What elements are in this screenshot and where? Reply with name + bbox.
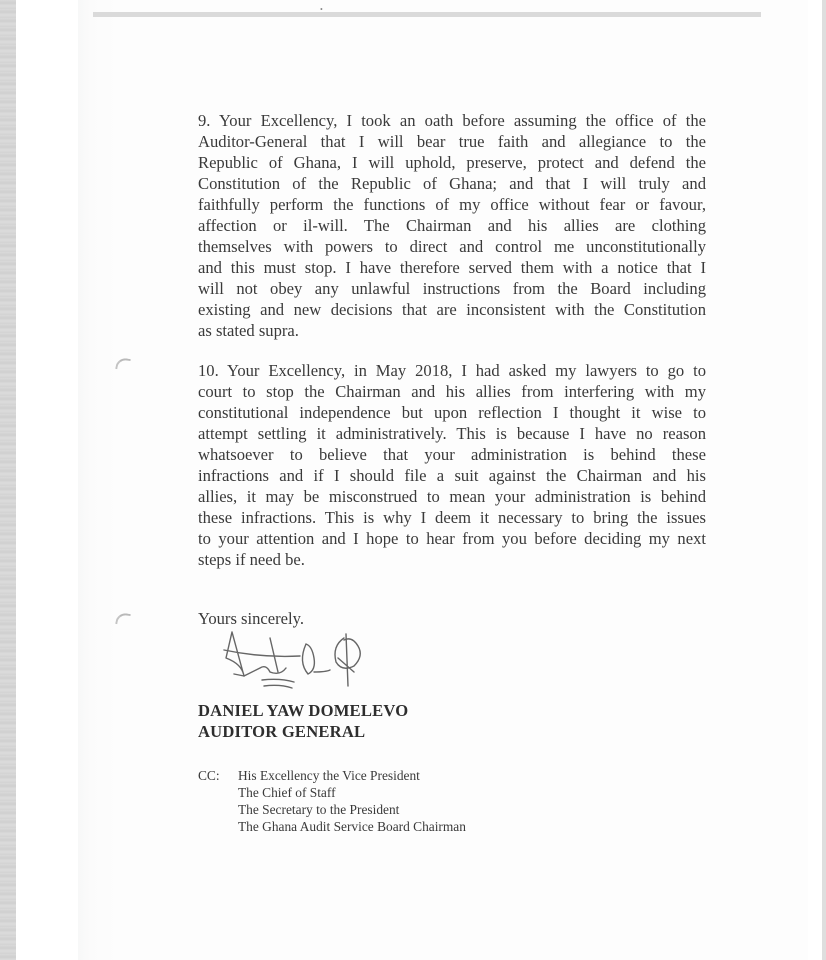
- paragraph-line: whatsoever to believe that your administration is behind these: [198, 445, 706, 464]
- paragraph-line: court to stop the Chairman and his allies from interfering with my: [198, 382, 706, 401]
- paragraph-line: as stated supra.: [198, 321, 299, 340]
- paragraph-line: will not obey any unlawful instructions from the Board including: [198, 279, 706, 298]
- handwritten-signature-icon: [222, 628, 382, 700]
- cc-recipient: The Secretary to the President: [238, 802, 400, 817]
- cc-recipients-list: [238, 767, 466, 835]
- paragraph-line: 10. Your Excellency, in May 2018, I had asked my lawyers to go to: [198, 361, 706, 380]
- paragraph-line: themselves with powers to direct and control me unconstitutionally: [198, 237, 706, 256]
- paragraph-line: 9. Your Excellency, I took an oath before assuming the office of the: [198, 111, 706, 130]
- paragraph-line: Auditor-General that I will bear true faith and allegiance to the: [198, 132, 706, 151]
- paragraph-line: attempt settling it administratively. This is because I have no reason: [198, 424, 706, 443]
- paragraph-line: to your attention and I hope to hear from you before deciding my next: [198, 529, 706, 548]
- paragraph-line: faithfully perform the functions of my office without fear or favour,: [198, 195, 706, 214]
- signatory-title: AUDITOR GENERAL: [198, 722, 366, 741]
- closing-salutation: Yours sincerely.: [198, 609, 305, 628]
- paragraph-10: [198, 360, 706, 570]
- cc-recipient: The Ghana Audit Service Board Chairman: [238, 819, 466, 834]
- scan-edge-right: [822, 0, 826, 960]
- signatory-block: [198, 700, 408, 742]
- page-top-border: [93, 12, 761, 17]
- cc-recipient: The Chief of Staff: [238, 785, 336, 800]
- paragraph-line: constitutional independence but upon reflection I thought it wise to: [198, 403, 706, 422]
- paragraph-9: [198, 110, 706, 341]
- paragraph-line: steps if need be.: [198, 550, 305, 569]
- paragraph-line: allies, it may be misconstrued to mean your administration is behind: [198, 487, 706, 506]
- cc-label: CC:: [198, 768, 220, 783]
- paragraph-line: infractions and if I should file a suit against the Chairman and his: [198, 466, 706, 485]
- paragraph-line: these infractions. This is why I deem it necessary to bring the issues: [198, 508, 706, 527]
- top-smudge-mark: •: [320, 5, 323, 14]
- paragraph-line: Republic of Ghana, I will uphold, preserve, protect and defend the: [198, 153, 706, 172]
- paragraph-line: and this must stop. I have therefore served them with a notice that I: [198, 258, 706, 277]
- paragraph-line: Constitution of the Republic of Ghana; and that I will truly and: [198, 174, 706, 193]
- paragraph-line: affection or il-will. The Chairman and his allies are clothing: [198, 216, 706, 235]
- paragraph-line: existing and new decisions that are inconsistent with the Constitution: [198, 300, 706, 319]
- scan-edge-left: [0, 0, 16, 960]
- signatory-name: DANIEL YAW DOMELEVO: [198, 701, 409, 720]
- cc-recipient: His Excellency the Vice President: [238, 768, 420, 783]
